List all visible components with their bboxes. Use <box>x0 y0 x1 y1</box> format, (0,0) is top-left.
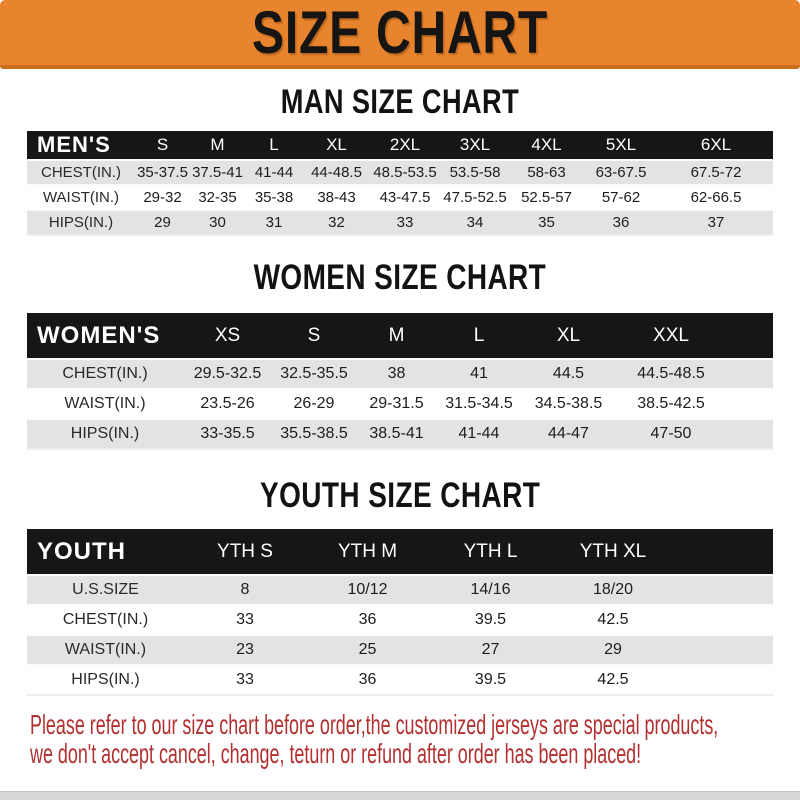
size-value-cell: 41 <box>470 365 488 382</box>
size-value-cell: 29-31.5 <box>369 395 424 412</box>
size-value-cell: 36 <box>358 671 377 688</box>
size-value-cell: 35-37.5 <box>137 164 188 181</box>
spacer-cell <box>674 529 773 575</box>
size-value-cell: 38.5-42.5 <box>637 395 705 412</box>
size-value-cell: 41-44 <box>254 164 294 181</box>
size-value-cell: 35 <box>538 214 555 231</box>
size-value-cell: 34 <box>466 214 484 231</box>
size-value-cell: 10/12 <box>347 581 388 598</box>
youth-size-chart-heading-text: YOUTH SIZE CHART <box>259 476 541 515</box>
youth-waist-row <box>27 635 773 665</box>
size-value-cell: 32.5-35.5 <box>280 365 348 382</box>
size-value-cell: 39.5 <box>474 671 507 688</box>
size-column-header: XL <box>303 131 370 160</box>
size-value-cell: 47-50 <box>650 425 692 442</box>
women-header-row <box>27 313 773 359</box>
row-label: HIPS(IN.) <box>70 425 140 442</box>
bottom-strip <box>0 791 800 800</box>
size-value-cell: 33-35.5 <box>200 425 255 442</box>
size-value-cell: 36 <box>358 611 377 628</box>
spacer-cell <box>674 635 773 665</box>
size-value-cell: 48.5-53.5 <box>373 164 437 181</box>
page-title: SIZE CHART <box>252 0 548 66</box>
row-label: WAIST(IN.) <box>42 189 120 206</box>
size-column-header: 2XL <box>370 131 440 160</box>
size-value-cell: 33 <box>396 214 414 231</box>
size-column-header: M <box>190 131 245 160</box>
size-value-cell: 29.5-32.5 <box>193 365 262 382</box>
size-value-cell: 62-66.5 <box>690 189 742 206</box>
size-value-cell: 39.5 <box>474 611 507 628</box>
size-column-header: S <box>135 131 190 160</box>
spacer-cell <box>674 605 773 635</box>
women-chest-row <box>27 359 773 389</box>
size-value-cell: 31.5-34.5 <box>445 395 513 412</box>
row-label: WAIST(IN.) <box>64 395 146 412</box>
size-value-cell: 34.5-38.5 <box>534 395 603 412</box>
spacer-cell <box>674 575 773 605</box>
spacer-cell <box>726 359 773 389</box>
size-value-cell: 63-67.5 <box>595 164 647 181</box>
youth-ussize-row <box>27 575 773 605</box>
men-size-table <box>27 131 773 236</box>
men-header-row <box>27 131 773 160</box>
size-column-header: 5XL <box>583 131 659 160</box>
size-column-header: YTH XL <box>552 529 674 575</box>
men-corner-label: MEN'S <box>27 131 135 160</box>
size-value-cell: 58-63 <box>527 164 566 181</box>
size-value-cell: 29-32 <box>143 189 182 206</box>
size-value-cell: 31 <box>265 214 283 231</box>
size-value-cell: 32-35 <box>198 189 237 206</box>
size-column-header: 6XL <box>659 131 773 160</box>
size-column-header: YTH L <box>429 529 552 575</box>
men-hips-row <box>27 210 773 235</box>
women-waist-row <box>27 389 773 419</box>
size-value-cell: 29 <box>604 641 622 658</box>
row-label: U.S.SIZE <box>72 581 139 598</box>
size-value-cell: 52.5-57 <box>521 189 572 206</box>
size-column-header: XXL <box>616 313 726 359</box>
size-column-header: YTH S <box>184 529 306 575</box>
size-column-header: L <box>437 313 521 359</box>
spacer-cell <box>726 313 773 359</box>
youth-corner-label: YOUTH <box>27 529 184 575</box>
youth-size-chart-heading <box>0 478 800 513</box>
size-value-cell: 43-47.5 <box>379 189 431 206</box>
man-size-chart-heading <box>0 85 800 119</box>
youth-hips-row <box>27 665 773 695</box>
youth-header-row <box>27 529 773 575</box>
size-column-header: L <box>245 131 303 160</box>
size-column-header: 3XL <box>440 131 510 160</box>
size-value-cell: 44.5-48.5 <box>637 365 705 382</box>
size-value-cell: 30 <box>209 214 226 231</box>
size-chart-banner <box>0 0 800 69</box>
size-value-cell: 23.5-26 <box>200 395 255 412</box>
youth-size-table <box>27 529 773 696</box>
size-value-cell: 32 <box>328 214 345 231</box>
row-label: WAIST(IN.) <box>64 641 147 658</box>
size-value-cell: 23 <box>236 641 254 658</box>
size-value-cell: 37 <box>707 214 725 231</box>
size-value-cell: 44.5 <box>552 365 585 382</box>
size-value-cell: 35-38 <box>254 189 294 206</box>
women-size-chart-heading-text: WOMEN SIZE CHART <box>253 258 547 297</box>
men-waist-row <box>27 185 773 210</box>
size-value-cell: 41-44 <box>458 425 500 442</box>
size-value-cell: 44-48.5 <box>311 164 362 181</box>
youth-chest-row <box>27 605 773 635</box>
row-label: HIPS(IN.) <box>48 214 114 231</box>
size-value-cell: 33 <box>236 611 254 628</box>
size-value-cell: 33 <box>236 671 254 688</box>
size-value-cell: 37.5-41 <box>192 164 243 181</box>
size-value-cell: 38-43 <box>317 189 356 206</box>
man-size-chart-heading-text: MAN SIZE CHART <box>280 83 520 121</box>
size-value-cell: 67.5-72 <box>690 164 742 181</box>
size-column-header: S <box>272 313 356 359</box>
size-column-header: YTH M <box>306 529 429 575</box>
size-value-cell: 57-62 <box>601 189 641 206</box>
row-label: HIPS(IN.) <box>71 671 140 688</box>
size-value-cell: 44-47 <box>548 425 589 442</box>
disclaimer-line-2: we don't accept cancel, change, teturn or refund after order has been placed! <box>30 738 642 769</box>
women-size-chart-heading <box>0 260 800 295</box>
size-value-cell: 26-29 <box>293 395 335 412</box>
size-value-cell: 27 <box>481 641 500 658</box>
spacer-cell <box>674 665 773 695</box>
size-value-cell: 53.5-58 <box>449 164 501 181</box>
size-value-cell: 38.5-41 <box>369 425 424 442</box>
size-value-cell: 38 <box>387 365 406 382</box>
row-label: CHEST(IN.) <box>62 365 148 382</box>
size-value-cell: 8 <box>240 581 250 598</box>
size-column-header: XS <box>183 313 272 359</box>
size-column-header: 4XL <box>510 131 583 160</box>
size-column-header: XL <box>521 313 616 359</box>
disclaimer <box>30 710 800 768</box>
size-value-cell: 47.5-52.5 <box>443 189 507 206</box>
size-value-cell: 42.5 <box>597 671 629 688</box>
women-hips-row <box>27 419 773 449</box>
row-label: CHEST(IN.) <box>62 611 149 628</box>
row-label: CHEST(IN.) <box>41 164 121 181</box>
disclaimer-line-1: Please refer to our size chart before order,the customized jerseys are special products, <box>30 709 719 740</box>
spacer-cell <box>726 389 773 419</box>
size-value-cell: 29 <box>154 214 171 231</box>
size-value-cell: 42.5 <box>597 611 629 628</box>
women-size-table <box>27 313 773 450</box>
men-chest-row <box>27 160 773 185</box>
size-column-header: M <box>356 313 437 359</box>
size-value-cell: 18/20 <box>592 581 634 598</box>
size-value-cell: 25 <box>358 641 377 658</box>
size-value-cell: 35.5-38.5 <box>280 425 348 442</box>
size-value-cell: 14/16 <box>470 581 511 598</box>
size-value-cell: 36 <box>612 214 630 231</box>
women-corner-label: WOMEN'S <box>27 313 183 359</box>
spacer-cell <box>726 419 773 449</box>
